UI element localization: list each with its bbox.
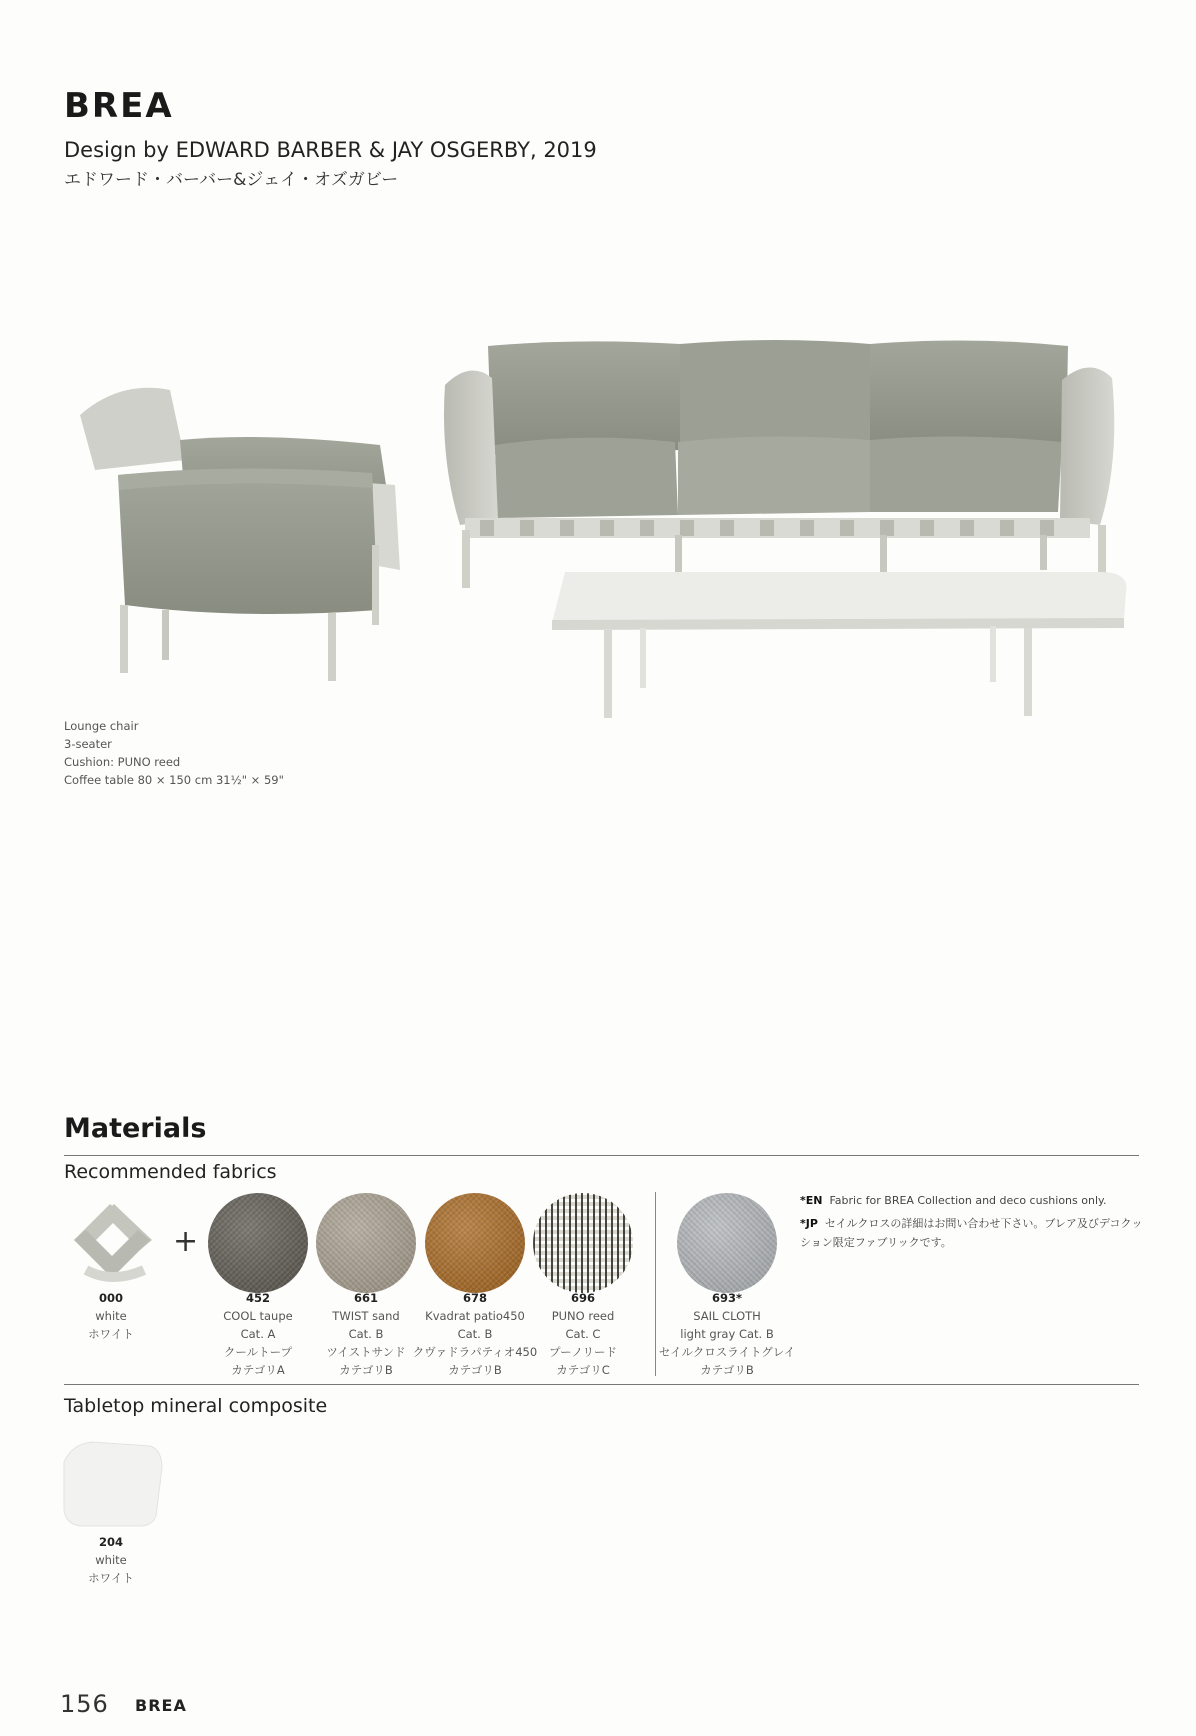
page-number: 156 xyxy=(60,1690,109,1718)
fabric-category-jp: カテゴリC xyxy=(556,1363,610,1377)
fabric-name: Kvadrat patio450 xyxy=(425,1309,525,1323)
fabric-name-jp: セイルクロスライトグレイ xyxy=(658,1345,796,1359)
fabric-code: 452 xyxy=(245,1291,270,1305)
fabric-category-jp: カテゴリA xyxy=(231,1363,285,1377)
caption-line: Coffee table 80 × 150 cm 31½" × 59" xyxy=(64,773,284,787)
fabric-category: Cat. C xyxy=(565,1327,601,1341)
swatch-678 xyxy=(425,1193,525,1293)
caption-line: Cushion: PUNO reed xyxy=(64,755,181,769)
fabric-category-jp: カテゴリB xyxy=(448,1363,502,1377)
tabletop-name: white xyxy=(95,1553,127,1567)
fabric-category: Cat. B xyxy=(457,1327,493,1341)
lounge-chair-illustration xyxy=(80,388,400,681)
tabletop-label-204 xyxy=(31,1533,191,1587)
fabric-category-jp: カテゴリB xyxy=(700,1363,754,1377)
fabric-category: Cat. B xyxy=(348,1327,384,1341)
fabric-name-jp: プーノリード xyxy=(549,1345,617,1359)
swatch-452 xyxy=(208,1193,308,1293)
coffee-table-illustration xyxy=(552,572,1126,718)
fabric-label-000 xyxy=(31,1289,191,1343)
swatch-661 xyxy=(316,1193,416,1293)
fabric-code: 693* xyxy=(711,1291,743,1305)
page-title: BREA xyxy=(64,86,174,126)
swatch-696 xyxy=(533,1193,633,1293)
fabric-label-696 xyxy=(503,1289,663,1379)
fabric-code: 000 xyxy=(98,1291,123,1305)
fabric-name: TWIST sand xyxy=(332,1309,400,1323)
fabric-notes xyxy=(800,1191,1145,1252)
fabric-name-jp: ツイストサンド xyxy=(326,1345,406,1359)
fabric-name: SAIL CLOTH xyxy=(693,1309,761,1323)
tabletop-name-jp: ホワイト xyxy=(88,1571,134,1585)
divider xyxy=(64,1384,1139,1385)
note-en-tag: *EN xyxy=(800,1194,823,1207)
fabric-code: 661 xyxy=(353,1291,378,1305)
footer-product-name: BREA xyxy=(135,1696,187,1715)
fabric-code: 696 xyxy=(570,1291,595,1305)
fabric-category: Cat. A xyxy=(240,1327,276,1341)
swatch-204-tabletop xyxy=(62,1440,166,1530)
tabletop-code: 204 xyxy=(98,1535,123,1549)
tabletop-heading: Tabletop mineral composite xyxy=(64,1395,328,1417)
note-en-text: Fabric for BREA Collection and deco cushions only. xyxy=(829,1194,1107,1207)
fabric-name-jp: クールトープ xyxy=(223,1345,293,1359)
materials-heading: Materials xyxy=(64,1113,207,1144)
note-jp-text: セイルクロスの詳細はお問い合わせ下さい。ブレア及びデコクッション限定ファブリックです。 xyxy=(800,1217,1143,1249)
note-en xyxy=(800,1191,1145,1210)
note-jp xyxy=(800,1214,1145,1252)
caption-line: 3-seater xyxy=(64,737,112,751)
fabric-name: white xyxy=(95,1309,127,1323)
fabric-name-jp: ホワイト xyxy=(88,1327,134,1341)
fabrics-heading: Recommended fabrics xyxy=(64,1161,277,1183)
fabric-category: light gray Cat. B xyxy=(680,1327,774,1341)
designer-credit-jp: エドワード・バーバー&ジェイ・オズガビー xyxy=(64,170,399,190)
designer-credit: Design by EDWARD BARBER & JAY OSGERBY, 2019 xyxy=(64,138,597,162)
fabric-name: COOL taupe xyxy=(223,1309,293,1323)
divider xyxy=(64,1155,1139,1156)
plus-sign: + xyxy=(173,1224,199,1259)
fabric-label-693 xyxy=(647,1289,807,1379)
note-jp-tag: *JP xyxy=(800,1217,818,1230)
fabric-name: PUNO reed xyxy=(551,1309,615,1323)
swatch-000-frame xyxy=(62,1192,162,1292)
product-caption xyxy=(64,717,284,789)
sofa-illustration xyxy=(444,340,1114,593)
caption-line: Lounge chair xyxy=(64,719,139,733)
fabric-category-jp: カテゴリB xyxy=(339,1363,393,1377)
fabric-name-jp: クヴァドラパティオ450 xyxy=(412,1345,538,1359)
product-photo xyxy=(0,320,1196,720)
swatch-693 xyxy=(677,1193,777,1293)
fabric-code: 678 xyxy=(462,1291,487,1305)
